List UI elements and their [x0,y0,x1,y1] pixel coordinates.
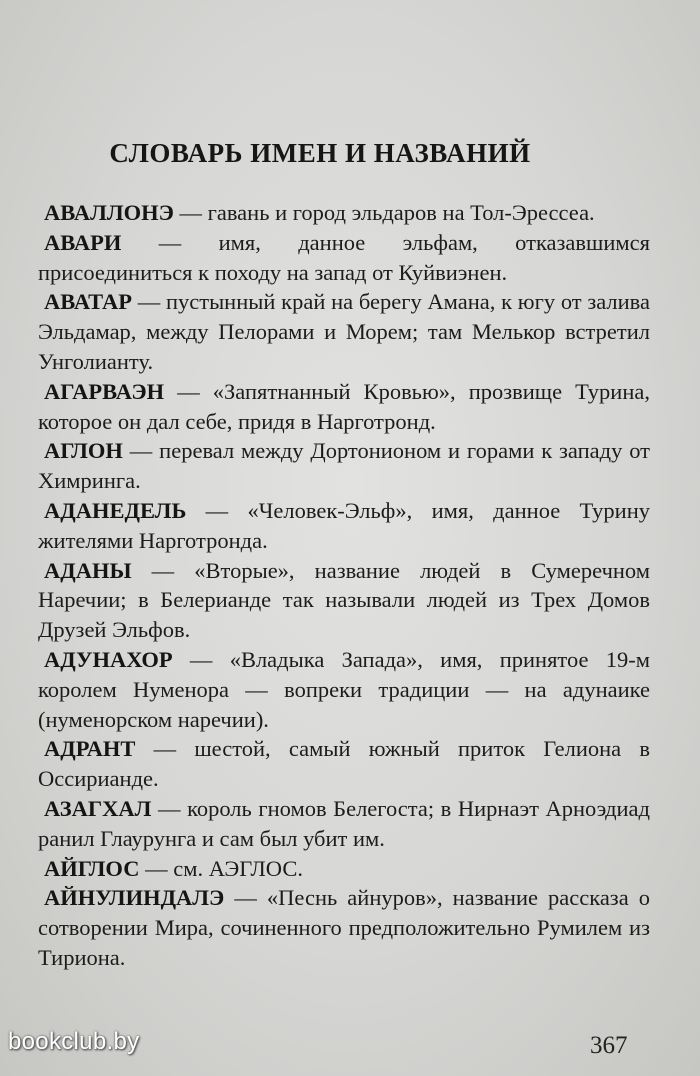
entry-term: АЙНУЛИНДАЛЭ [44,885,225,911]
entry-term: АДАНЫ [44,557,132,583]
glossary-entry [38,496,650,556]
entry-term: АГЛОН [44,438,123,464]
glossary-entry [38,377,650,437]
entry-definition: — гавань и город эльдаров на Тол-Эрессеа. [173,200,595,225]
glossary-entry [38,794,650,854]
entry-definition: — имя, данное эльфам, отказавшимся присоединиться к походу на запад от Куйвиэнен. [38,229,650,285]
page-number: 367 [590,1032,628,1059]
entry-definition: — см. АЭГЛОС. [139,855,303,881]
page-title: СЛОВАРЬ ИМЕН И НАЗВАНИЙ [109,138,531,168]
glossary-entry [38,198,650,228]
entry-term: АВАРИ [44,229,122,255]
entry-term: АДРАНТ [44,736,136,762]
glossary-entry [38,883,650,972]
entry-definition: — пустынный край на берегу Амана, к югу от залива Эльдамар, между Пелорами и Морем; там Мелькор встретил Унголианту. [38,289,650,374]
entry-term: АВАТАР [44,289,132,315]
glossary-entry [38,228,650,288]
glossary-entry [38,436,650,496]
entry-definition: — король гномов Белегоста; в Нирнаэт Арноэдиад ранил Глаурунга и сам был убит им. [38,795,650,851]
glossary-entry [38,556,650,645]
entry-definition: — перевал между Дортонионом и горами к западу от Химринга. [38,438,650,494]
glossary-entry [38,854,650,884]
entry-term: АЙГЛОС [44,855,140,881]
glossary-entry [38,734,650,794]
entry-definition: — «Человек-Эльф», имя, данное Турину жителями Нарготронда. [38,497,650,553]
entry-term: АДАНЕДЕЛЬ [44,497,187,523]
entry-definition: — «Вторые», название людей в Сумеречном Наречии; в Белерианде так называли людей из Трех Домов Друзей Эльфов. [38,557,650,643]
entry-term: АЗАГХАЛ [44,795,152,821]
entry-definition: — шестой, самый южный приток Гелиона в Оссирианде. [38,736,650,792]
glossary-entries [38,198,650,973]
entry-term: АДУНАХОР [44,646,173,672]
entry-definition: — «Запятнанный Кровью», прозвище Турина, которое он дал себе, придя в Нарготронд. [38,378,650,434]
glossary-entry [38,287,650,376]
entry-term: АВАЛЛОНЭ [44,200,174,225]
entry-definition: — «Песнь айнуров», название рассказа о сотворении Мира, сочиненного предположительно Румилем из Тириона. [38,885,650,970]
entry-definition: — «Владыка Запада», имя, принятое 19-м королем Нуменора — вопреки традиции — на адунаике (нуменорском наречии). [38,646,650,732]
glossary-entry [38,645,650,734]
site-watermark: bookclub.by [8,1028,140,1055]
entry-term: АГАРВАЭН [44,378,165,404]
